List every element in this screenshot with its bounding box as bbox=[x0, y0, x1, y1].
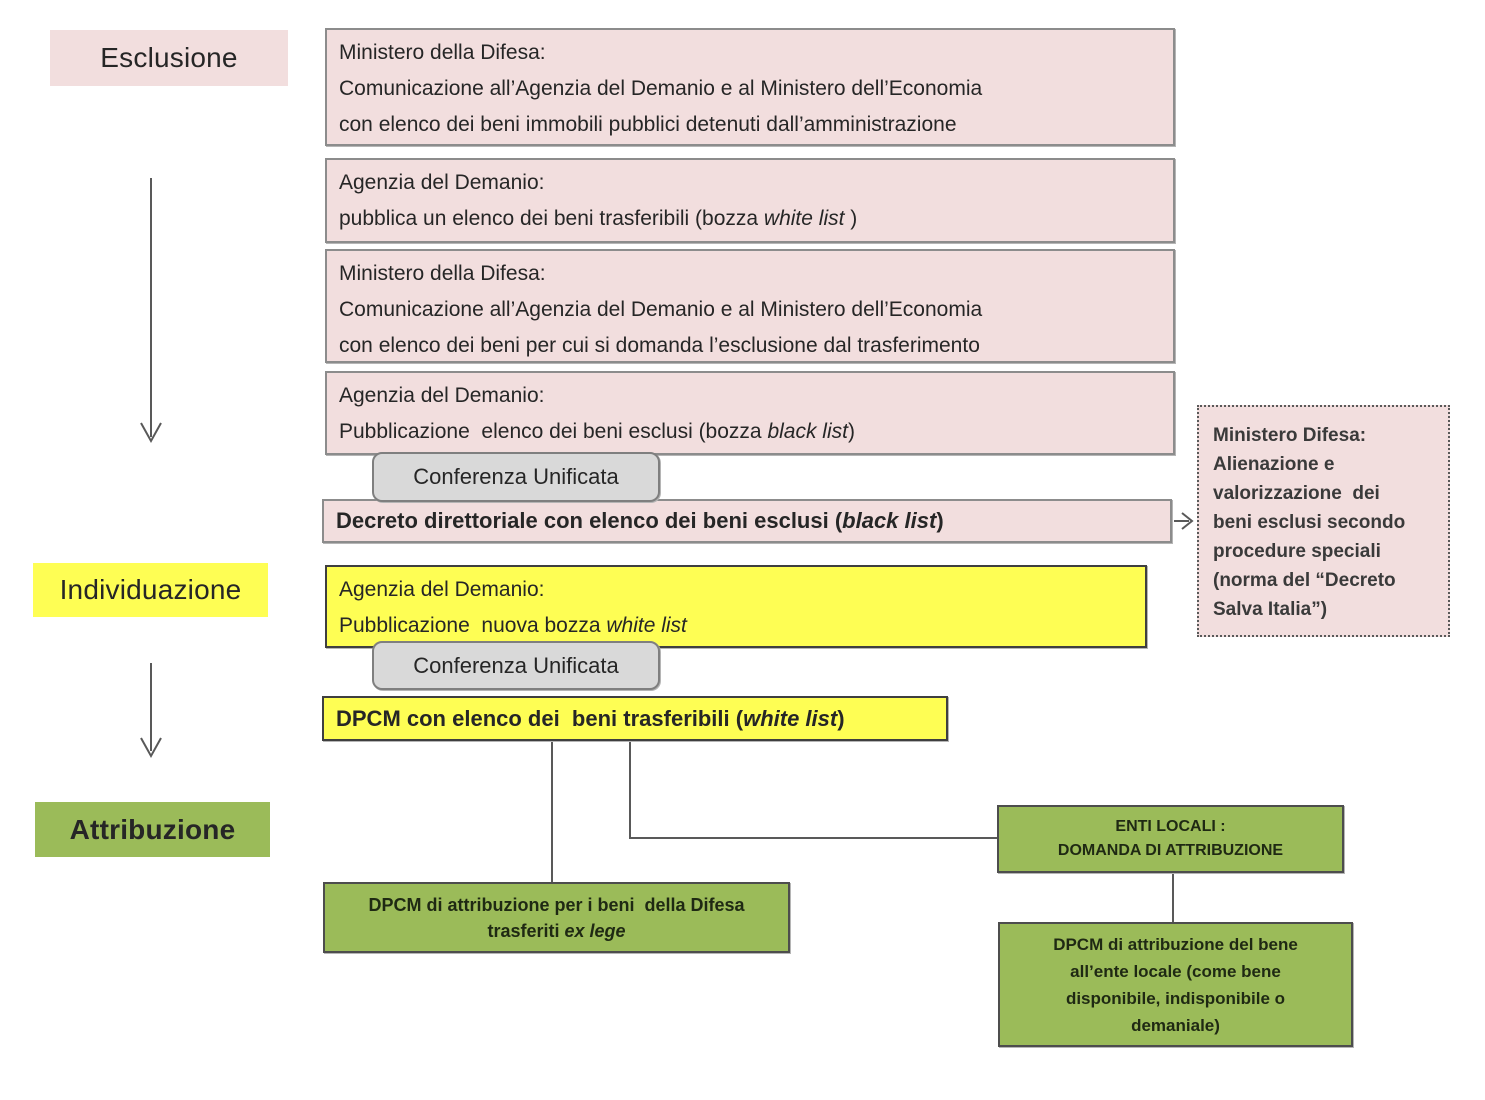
connector-dpcm-to-enti-locali bbox=[630, 741, 997, 838]
phase-label-attribuzione bbox=[35, 802, 270, 857]
green-box-text: DPCM di attribuzione del bene all’ente locale (come bene disponibile, indisponibile o demaniale) bbox=[1053, 934, 1303, 1035]
flow-box-enti-locali bbox=[997, 805, 1344, 873]
box-body-line: con elenco dei beni per cui si domanda l’esclusione dal trasferimento bbox=[339, 334, 980, 357]
side-note-ministero-difesa bbox=[1197, 405, 1450, 637]
conferenza-unificata-badge-2 bbox=[372, 641, 660, 690]
flow-box-ministero-difesa-2 bbox=[325, 249, 1175, 363]
phase-label-individuazione-text: Individuazione bbox=[59, 574, 242, 605]
dpcm-italic-text: white list bbox=[743, 705, 838, 731]
side-note-line: beni esclusi secondo bbox=[1213, 512, 1406, 533]
box-body-line bbox=[339, 201, 1161, 237]
conferenza-unificata-text: Conferenza Unificata bbox=[413, 464, 619, 489]
phase-label-individuazione bbox=[33, 563, 268, 617]
box-title: Agenzia del Demanio: bbox=[339, 171, 545, 194]
side-note-line: (norma del “Decreto bbox=[1213, 570, 1396, 591]
flow-box-dpcm-attribuzione-ente bbox=[998, 922, 1353, 1047]
green-italic-text: ex lege bbox=[564, 920, 626, 941]
box-title: Agenzia del Demanio: bbox=[339, 384, 545, 407]
dpcm-text: ) bbox=[837, 705, 845, 731]
dpcm-text: DPCM con elenco dei beni trasferibili ( bbox=[336, 705, 744, 731]
side-note-line: Ministero Difesa: bbox=[1213, 425, 1367, 446]
decreto-text: ) bbox=[936, 508, 944, 533]
side-note-line: Salva Italia”) bbox=[1213, 599, 1328, 620]
phase-label-esclusione-text: Esclusione bbox=[100, 42, 238, 73]
green-box-line: DOMANDA DI ATTRIBUZIONE bbox=[1057, 842, 1284, 859]
body-text: ) bbox=[844, 207, 858, 230]
box-title: Agenzia del Demanio: bbox=[339, 578, 545, 601]
body-text: Pubblicazione nuova bozza bbox=[339, 614, 607, 637]
box-title: Ministero della Difesa: bbox=[339, 262, 546, 285]
decreto-text: Decreto direttoriale con elenco dei beni esclusi ( bbox=[336, 508, 843, 533]
body-italic-text: white list bbox=[763, 207, 845, 230]
box-title: Ministero della Difesa: bbox=[339, 41, 546, 64]
box-body-line bbox=[339, 608, 1133, 644]
side-note-line: valorizzazione dei bbox=[1213, 483, 1380, 504]
green-box-line: ENTI LOCALI : bbox=[1115, 818, 1226, 835]
body-text: Pubblicazione elenco dei beni esclusi (bozza bbox=[339, 420, 768, 443]
flow-box-dpcm-attribuzione-difesa bbox=[323, 882, 790, 953]
flow-box-agenzia-demanio-2 bbox=[325, 371, 1175, 455]
flow-box-agenzia-demanio-1 bbox=[325, 158, 1175, 243]
flow-box-decreto-direttoriale bbox=[322, 499, 1172, 543]
box-body-line: con elenco dei beni immobili pubblici detenuti dall’amministrazione bbox=[339, 113, 957, 136]
side-note-line: procedure speciali bbox=[1213, 541, 1381, 562]
phase-label-esclusione bbox=[50, 30, 288, 86]
body-italic-text: black list bbox=[767, 420, 848, 443]
phase-label-attribuzione-text: Attribuzione bbox=[69, 813, 236, 845]
conferenza-unificata-text: Conferenza Unificata bbox=[413, 652, 619, 678]
conferenza-unificata-badge-1 bbox=[372, 452, 660, 502]
box-body-line: Comunicazione all’Agenzia del Demanio e al Ministero dell’Economia bbox=[339, 77, 983, 100]
body-text: pubblica un elenco dei beni trasferibili (bozza bbox=[339, 207, 764, 230]
flow-box-dpcm-white-list bbox=[322, 696, 948, 741]
side-note-line: Alienazione e bbox=[1213, 454, 1335, 475]
body-italic-text: white list bbox=[606, 614, 687, 637]
box-body-line: Comunicazione all’Agenzia del Demanio e al Ministero dell’Economia bbox=[339, 298, 983, 321]
box-body-line bbox=[339, 414, 1161, 450]
green-box-line bbox=[487, 918, 625, 944]
flow-box-agenzia-demanio-3 bbox=[325, 565, 1147, 648]
green-text: trasferiti bbox=[487, 920, 565, 941]
body-text: ) bbox=[847, 420, 855, 443]
flow-box-ministero-difesa-1 bbox=[325, 28, 1175, 146]
green-box-line: DPCM di attribuzione per i beni della Difesa bbox=[368, 894, 745, 915]
decreto-italic-text: black list bbox=[842, 508, 937, 533]
